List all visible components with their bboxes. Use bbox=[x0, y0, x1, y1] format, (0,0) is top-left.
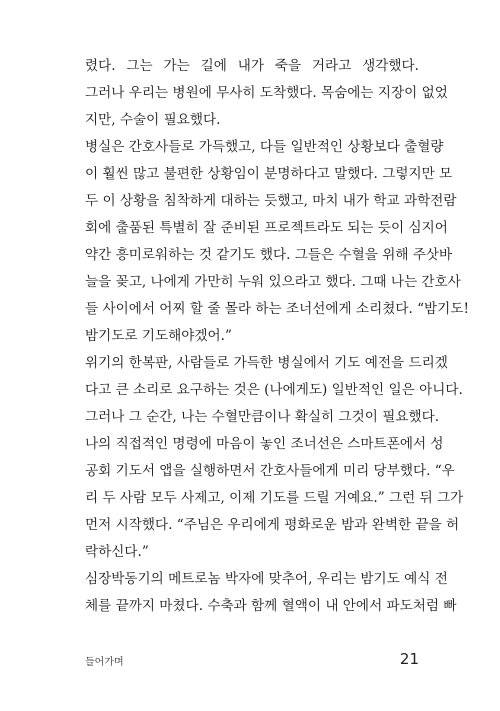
text-line: 체를 끝까지 마쳤다. 수축과 함께 혈액이 내 안에서 파도처럼 빠 bbox=[85, 598, 457, 614]
text-line: 그러나 그 순간, 나는 수혈만큼이나 확실히 그것이 필요했다. bbox=[85, 409, 440, 425]
text-line: 밤기도로 기도해야겠어.” bbox=[85, 328, 232, 344]
text-line: 먼저 시작했다. “주님은 우리에게 평화로운 밤과 완벽한 끝을 허 bbox=[85, 517, 460, 533]
text-line: 병실은 간호사들로 가득했고, 다들 일반적인 상황보다 출혈량 bbox=[85, 139, 444, 155]
text-line: 나의 직접적인 명령에 마음이 놓인 조너선은 스마트폰에서 성 bbox=[85, 436, 444, 452]
body-text bbox=[85, 53, 469, 620]
text-line: 락하신다.” bbox=[85, 544, 149, 560]
text-line: 회에 출품된 특별히 잘 준비된 프로젝트라도 되는 듯이 심지어 bbox=[85, 220, 448, 236]
text-line: 다고 큰 소리로 요구하는 것은 (나에게도) 일반적인 일은 아니다. bbox=[85, 382, 463, 398]
text-line: 심장박동기의 메트로놈 박자에 맞추어, 우리는 밤기도 예식 전 bbox=[85, 571, 448, 587]
running-title: 들어가며 bbox=[85, 657, 124, 668]
page-number: 21 bbox=[399, 650, 419, 668]
text-line: 지만, 수술이 필요했다. bbox=[85, 112, 221, 128]
text-line: 약간 흥미로워하는 것 같기도 했다. 그들은 수혈을 위해 주삿바 bbox=[85, 247, 453, 263]
text-line: 들 사이에서 어찌 할 줄 몰라 하는 조너선에게 소리쳤다. “밤기도! bbox=[85, 301, 469, 317]
text-line: 두 이 상황을 침착하게 대하는 듯했고, 마치 내가 학교 과학전람 bbox=[85, 193, 457, 209]
text-line: 늘을 꽂고, 나에게 가만히 누워 있으라고 했다. 그때 나는 간호사 bbox=[85, 274, 461, 290]
text-line: 리 두 사람 모두 사제고, 이제 기도를 드릴 거예요.” 그런 뒤 그가 bbox=[85, 490, 464, 506]
text-line: 이 훨씬 많고 불편한 상황임이 분명하다고 말했다. 그렇지만 모 bbox=[85, 166, 453, 182]
text-line: 렸다. 그는 가는 길에 내가 죽을 거라고 생각했다. bbox=[85, 58, 419, 74]
text-line: 그러나 우리는 병원에 무사히 도착했다. 목숨에는 지장이 없었 bbox=[85, 85, 448, 101]
text-line: 공회 기도서 앱을 실행하면서 간호사들에게 미리 당부했다. “우 bbox=[85, 463, 455, 479]
text-line: 위기의 한복판, 사람들로 가득한 병실에서 기도 예전을 드리겠 bbox=[85, 355, 448, 371]
